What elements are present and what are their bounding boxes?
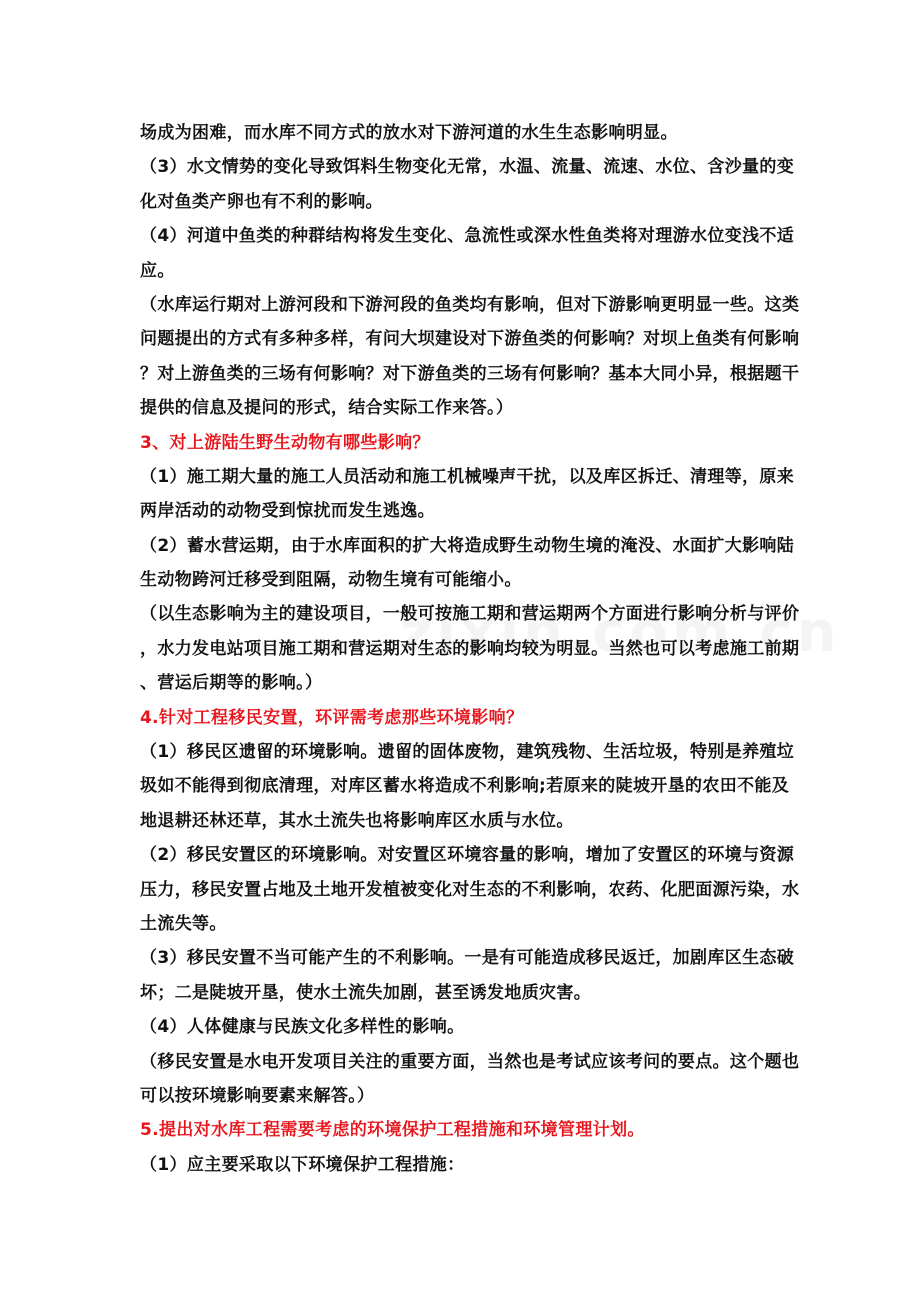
question-heading: 4.针对工程移民安置，环评需考虑那些环境影响？ <box>140 707 524 728</box>
paragraph-line: 生动物跨河迁移受到阻隔，动物生境有可能缩小。 <box>140 570 522 591</box>
paragraph-line: 压力，移民安置占地及土地开发植被变化对生态的不利影响，农药、化肥面源污染，水 <box>140 879 800 900</box>
paragraph-line: 、营运后期等的影响。） <box>140 673 323 694</box>
paragraph-line: （2）蓄水营运期，由于水库面积的扩大将造成野生动物生境的淹没、水面扩大影响陆 <box>140 535 795 556</box>
paragraph-line: 土流失等。 <box>140 913 227 934</box>
paragraph-line: （3）水文情势的变化导致饵料生物变化无常，水温、流量、流速、水位、含沙量的变 <box>140 157 795 178</box>
paragraph-line: （以生态影响为主的建设项目，一般可按施工期和营运期两个方面进行影响分析与评价 <box>140 604 800 625</box>
paragraph-line: （4）河道中鱼类的种群结构将发生变化、急流性或深水性鱼类将对理游水位变浅不适 <box>140 226 795 247</box>
paragraph-line: （1）应主要采取以下环境保护工程措施： <box>140 1154 465 1175</box>
paragraph-line: （4）人体健康与民族文化多样性的影响。 <box>140 1017 465 1038</box>
paragraph-line: 提供的信息及提问的形式，结合实际工作来答。） <box>140 398 514 419</box>
paragraph-line: （水库运行期对上游河段和下游河段的鱼类均有影响，但对下游影响更明显一些。这类 <box>140 294 800 315</box>
paragraph-line: 圾如不能得到彻底清理，对库区蓄水将造成不利影响;若原来的陡坡开垦的农田不能及 <box>140 776 790 797</box>
paragraph-line: 问题提出的方式有多种多样，有问大坝建设对下游鱼类的何影响？对坝上鱼类有何影响 <box>140 329 800 350</box>
paragraph-line: （1）移民区遗留的环境影响。遗留的固体废物，建筑残物、生活垃圾，特别是养殖垃 <box>140 742 795 763</box>
paragraph-line: （3）移民安置不当可能产生的不利影响。一是有可能造成移民返迁，加剧库区生态破 <box>140 948 795 969</box>
paragraph-line: 场成为困难，而水库不同方式的放水对下游河道的水生生态影响明显。 <box>140 123 678 143</box>
document-body <box>140 116 840 1182</box>
paragraph-line: （1）施工期大量的施工人员活动和施工机械噪声干扰，以及库区拆迁、清理等，原来 <box>140 466 795 487</box>
paragraph-line: ，水力发电站项目施工期和营运期对生态的影响均较为明显。当然也可以考虑施工前期 <box>140 638 800 659</box>
paragraph-line: （移民安置是水电开发项目关注的重要方面，当然也是考试应该考问的要点。这个题也 <box>140 1051 800 1072</box>
paragraph-line: 两岸活动的动物受到惊扰而发生逃逸。 <box>140 501 435 522</box>
paragraph-line: 坏；二是陡坡开垦，使水土流失加剧，甚至诱发地质灾害。 <box>140 982 592 1003</box>
paragraph-line: 地退耕还林还草，其水土流失也将影响库区水质与水位。 <box>140 810 574 831</box>
paragraph-line: 应。 <box>140 260 175 281</box>
question-heading: 5.提出对水库工程需要考虑的环境保护工程措施和环境管理计划。 <box>140 1120 645 1141</box>
paragraph-line: （2）移民安置区的环境影响。对安置区环境容量的影响，增加了安置区的环境与资源 <box>140 845 795 866</box>
paragraph-line: 可以按环境影响要素来解答。） <box>140 1085 375 1106</box>
question-heading: 3、对上游陆生野生动物有哪些影响？ <box>140 432 430 453</box>
paragraph-line: 化对鱼类产卵也有不利的影响。 <box>140 191 383 212</box>
paragraph-line: ？对上游鱼类的三场有何影响？对下游鱼类的三场有何影响？基本大同小异，根据题干 <box>140 363 800 384</box>
